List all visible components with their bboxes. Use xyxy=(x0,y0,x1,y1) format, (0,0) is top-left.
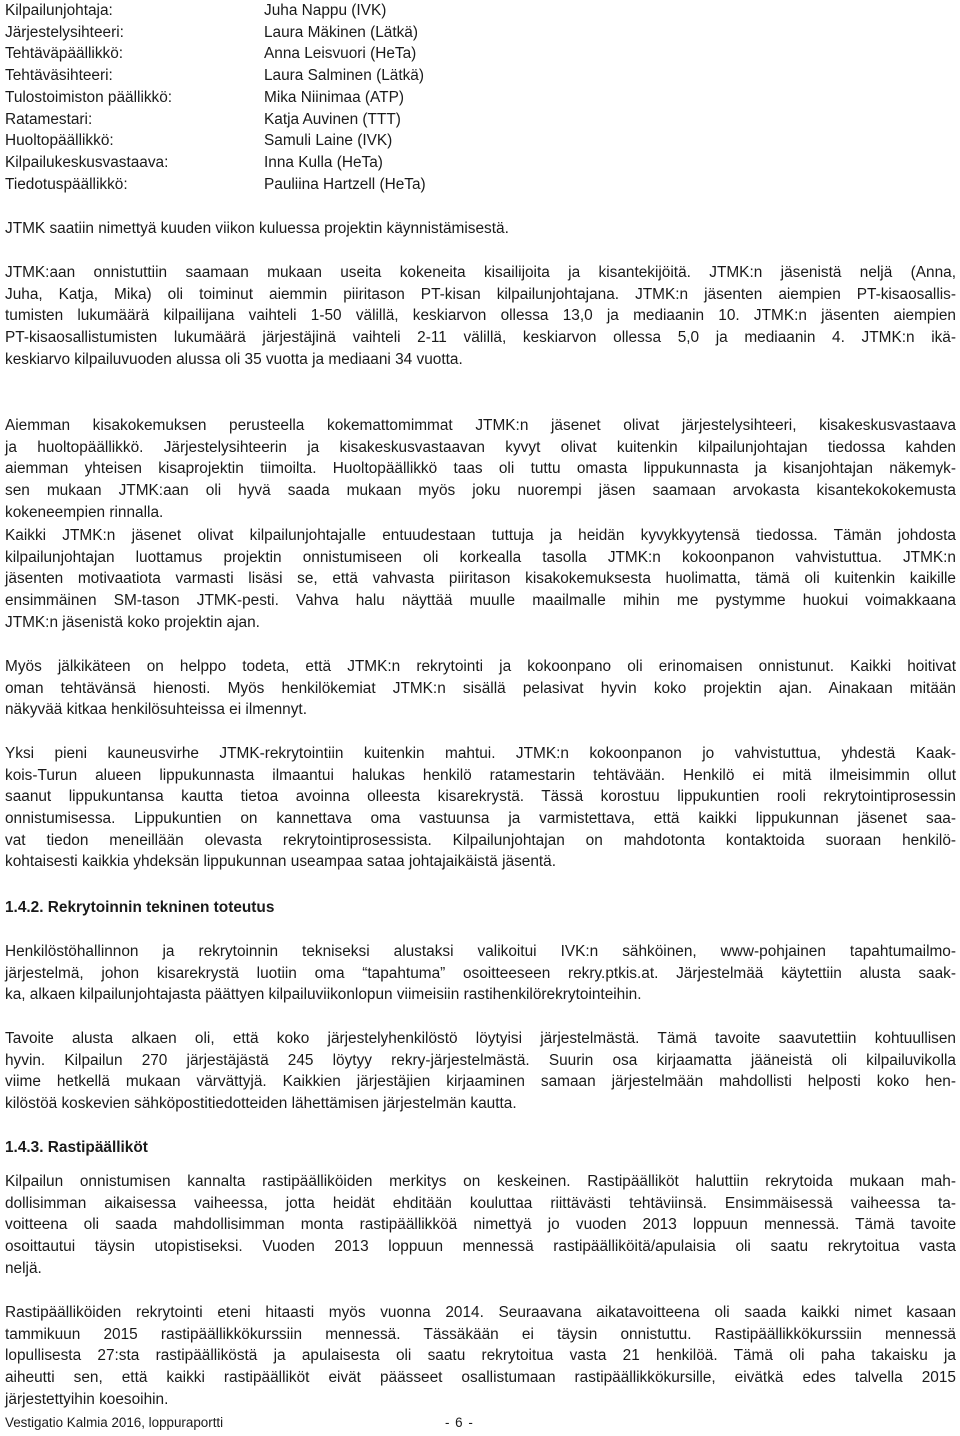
paragraph-line: ensimmäinen SM-tason JTMK-pesti. Vahva halu näyttää muulle maailmalle mihin me pystymme huokui voimakkaana xyxy=(5,592,956,610)
role-person: Mika Niinimaa (ATP) xyxy=(264,88,404,106)
paragraph-line: kohtaisesti kaikkia yhdeksän lippukunnan useampaa sataa johtajaikäistä jäsentä. xyxy=(5,853,556,871)
paragraph-line: PT-kisaosallistumisten lukumäärä järjestäjinä vaihteli 2-11 välillä, keskiarvon ollessa 5,0 ja mediaanin 4. JTMK:n ikä- xyxy=(5,329,956,347)
role-person: Anna Leisvuori (HeTa) xyxy=(264,45,417,63)
role-row xyxy=(5,22,956,44)
paragraph-line: tumisten lukumäärä kilpailijana vaihteli 1-50 välillä, keskiarvon ollessa 13,0 ja mediaanin 10. JTMK:n jäsenten aiempien xyxy=(5,307,956,325)
paragraph-line: aiheutti sen, että kaikki rastipäälliköt eivät päässeet osallistumaan rastipäällikkökursille, eivätkä edes talvella 2015 xyxy=(5,1369,956,1387)
roles-list xyxy=(5,0,956,195)
section-heading: 1.4.3. Rastipäälliköt xyxy=(5,1139,148,1156)
paragraph-line: jäsenten motivaatiota varmasti lisäsi se, että vahvasta piiritason kisakokemuksesta huolimatta, tämä oli kuitenkin kaikille xyxy=(5,570,956,588)
paragraph-line: Kaikki JTMK:n jäsenet olivat kilpailunjohtajalle entuudestaan tuttuja ja heidän kyvykkyytensä tiedossa. Tämän johdosta xyxy=(5,527,956,544)
paragraph-line: ja huoltopäällikkö. Järjestelysihteerin ja kisakeskusvastaavan kyvyt olivat kuitenkin kilpailunjohtajan tiedossa kahden xyxy=(5,438,956,456)
paragraph-line: ka, alkaen kilpailunjohtajasta päättyen kilpailuviikonlopun viimeisiin rastihenkilörekrytointeihin. xyxy=(5,986,642,1004)
role-row xyxy=(5,87,956,109)
paragraph-line: JTMK:aan onnistuttiin saamaan mukaan useita kokeneita kisailijoita ja kisantekijöitä. JTMK:n jäsenistä neljä (Anna, xyxy=(5,264,956,281)
paragraph-line: kilpailunjohtajan luottamus projektin onnistumiseen oli korkealla tasolla JTMK:n kokoonpanon vahvistuttua. JTMK:n xyxy=(5,548,956,566)
paragraph-line: Myös jälkikäteen on helppo todeta, että JTMK:n rekrytointi ja kokoonpano oli erinomaisen onnistunut. Kaikki hoitivat xyxy=(5,658,956,675)
role-title: Huoltopäällikkö: xyxy=(5,132,114,150)
role-title: Tulostoimiston päällikkö: xyxy=(5,88,173,106)
role-person: Juha Nappu (IVK) xyxy=(264,2,387,19)
paragraph xyxy=(5,656,956,721)
paragraph-line: Kilpailun onnistumisen kannalta rastipäälliköiden merkitys on keskeinen. Rastipäälliköt haluttiin rekrytoida mukaan mah- xyxy=(5,1173,956,1190)
paragraph xyxy=(5,1302,956,1410)
paragraph-line: näkyvää kitkaa henkilösuhteissa ei ilmennyt. xyxy=(5,701,307,719)
role-person: Katja Auvinen (TTT) xyxy=(264,110,401,128)
document-page xyxy=(5,0,956,1408)
paragraph-line: järjestettyihin koesoihin. xyxy=(5,1390,169,1408)
paragraph-line: Henkilöstöhallinnon ja rekrytoinnin tekniseksi alustaksi valikoitui IVK:n sähköinen, www-pohjainen tapahtumailmo- xyxy=(5,943,956,960)
paragraph-line: järjestelmä, johon kisarekrystä luotiin oma “tapahtuma” osoitteeseen rekry.ptkis.at. Järjestelmää käytettiin alusta saak- xyxy=(5,964,956,982)
paragraph xyxy=(5,1171,956,1279)
page-number: - 6 - xyxy=(445,1415,474,1430)
role-title: Tehtäväpäällikkö: xyxy=(5,45,124,63)
role-title: Kilpailunjohtaja: xyxy=(5,2,113,19)
footer-report-title: Vestigatio Kalmia 2016, loppuraportti xyxy=(5,1415,224,1430)
role-person: Samuli Laine (IVK) xyxy=(264,132,393,150)
paragraph-line: keskiarvo kilpailuvuoden alussa oli 35 vuotta ja mediaani 34 vuotta. xyxy=(5,350,463,368)
role-row xyxy=(5,152,956,174)
role-title: Kilpailukeskusvastaava: xyxy=(5,153,169,171)
role-row xyxy=(5,65,956,87)
role-person: Laura Mäkinen (Lätkä) xyxy=(264,23,418,41)
paragraph-line: JTMK saatiin nimettyä kuuden viikon kuluessa projektin käynnistämisestä. xyxy=(5,220,509,237)
role-title: Järjestelysihteeri: xyxy=(5,23,124,41)
paragraph-line: neljä. xyxy=(5,1259,42,1277)
paragraph-line: vat tiedon meneillään olevasta rekrytointiprosessista. Kilpailunjohtajan on mahdotonta kontaktoida suoraan henkilö- xyxy=(5,831,956,849)
paragraph-line: tammikuun 2015 rastipäällikkökurssiin mennessä. Tässäkään ei täysin onnistuttu. Rastipäällikkökurssiin mennessä xyxy=(5,1325,956,1343)
paragraph-line: hyvin. Kilpailun 270 järjestäjästä 245 löytyy rekry-järjestelmästä. Suurin osa kirjaamatta jääneistä oli kilpailuvikolla xyxy=(5,1051,956,1069)
section-heading: 1.4.2. Rekrytoinnin tekninen toteutus xyxy=(5,899,275,916)
role-title: Tehtäväsihteeri: xyxy=(5,67,113,85)
role-row xyxy=(5,130,956,152)
role-title: Ratamestari: xyxy=(5,110,93,128)
role-title: Tiedotuspäällikkö: xyxy=(5,175,128,193)
paragraph-line: Juha, Katja, Mika) oli toiminut aiemmin piiritason PT-kisan kilpailunjohtajana. JTMK:n jäsenten aiempien PT-kisaosallis- xyxy=(5,285,956,303)
paragraph-line: sen mukaan JTMK:aan oli hyvä saada mukaan myös joku nuorempi jäsen saamaan arvokasta kisantekokokemusta xyxy=(5,482,956,500)
paragraph-line: JTMK:n jäsenistä koko projektin ajan. xyxy=(5,613,260,631)
paragraph-line: Rastipäälliköiden rekrytointi eteni hitaasti myös vuonna 2014. Seuraavana aikatavoitteena oli saada kaikki nimet kasaan xyxy=(5,1304,956,1321)
paragraph xyxy=(5,525,956,633)
paragraph-line: lopullisesta 27:sta rastipäälliköstä ja apulaisesta oli saatu rekrytoitua vasta 21 henkilöä. Tämä oli paha takaisku ja xyxy=(5,1347,956,1365)
paragraph xyxy=(5,941,956,1006)
paragraph-line: Aiemman kisakokemuksen perusteella kokemattomimmat JTMK:n jäsenet olivat järjestelysihteeri, kisakeskusvastaava xyxy=(5,417,956,434)
paragraph xyxy=(5,1028,956,1115)
paragraph-line: saanut lippukuntansa kautta tietoa avoinna olleesta kisarekrystä. Tässä korostuu lippukuntien rooli rekrytointiprosessin xyxy=(5,788,956,806)
role-row xyxy=(5,0,956,22)
role-row xyxy=(5,174,956,196)
role-person: Inna Kulla (HeTa) xyxy=(264,153,383,171)
paragraph-line: kois-Turun alueen lippukunnasta ilmaantui halukas henkilö ratamestarin tehtävään. Henkilö ei mitä ilmeisimmin ollut xyxy=(5,766,956,784)
paragraph xyxy=(5,415,956,523)
role-person: Laura Salminen (Lätkä) xyxy=(264,67,424,85)
paragraph-line: Tavoite alusta alkaen oli, että koko järjestelyhenkilöstö löytyisi järjestelmästä. Tämä tavoite saavutettiin kohtuullisen xyxy=(5,1030,956,1047)
paragraph-line: viime hetkellä mukaan värvättyjä. Kaikkien järjestäjien kirjaaminen samaan järjestelmään mahdollisti helposti koko hen- xyxy=(5,1073,956,1091)
role-row xyxy=(5,43,956,65)
paragraph xyxy=(5,218,956,240)
role-row xyxy=(5,109,956,131)
paragraph-line: osoittautui täysin utopistiseksi. Vuoden 2013 loppuun mennessä rastipäälliköitä/apulaisia oli saatu rekrytoitua vasta xyxy=(5,1238,956,1256)
role-person: Pauliina Hartzell (HeTa) xyxy=(264,175,426,193)
paragraph xyxy=(5,262,956,370)
paragraph-line: aiemman yhteisen kisaprojektin tiimoilta. Huoltopäällikkö taas oli tuttu omasta lippukunnasta ja kisanjohtajan näkemyk- xyxy=(5,460,956,478)
paragraph-line: voitteena oli saada mahdollisimman monta rastipäällikköä nimettyä jo vuoden 2013 loppuun mennessä. Tämä tavoite xyxy=(5,1216,956,1234)
paragraph-line: kokeneempien rinnalla. xyxy=(5,503,164,521)
paragraph xyxy=(5,743,956,873)
paragraph-line: dollisimman aikaisessa vaiheessa, jotta heidät ehditään kouluttaa riittävästi tehtäviinsä. Ensimmäisessä vaiheessa ta- xyxy=(5,1194,956,1212)
paragraph-line: Yksi pieni kauneusvirhe JTMK-rekrytointiin kuitenkin mahtui. JTMK:n kokoonpanon jo vahvistuttua, yhdestä Kaak- xyxy=(5,745,956,762)
paragraph-line: oman tehtävänsä hienosti. Myös henkilökemiat JTMK:n sisällä pelasivat hyvin koko projektin ajan. Ainakaan mitään xyxy=(5,679,956,697)
paragraph-line: kilöstöä koskevien sähköpostitiedotteiden lähettämisen järjestelmän kautta. xyxy=(5,1095,517,1113)
paragraph-line: onnistumisessa. Lippukuntien on kannettava oma vastuunsa ja varmistettava, että kaikki lippukunnan jäsenet saa- xyxy=(5,810,956,828)
